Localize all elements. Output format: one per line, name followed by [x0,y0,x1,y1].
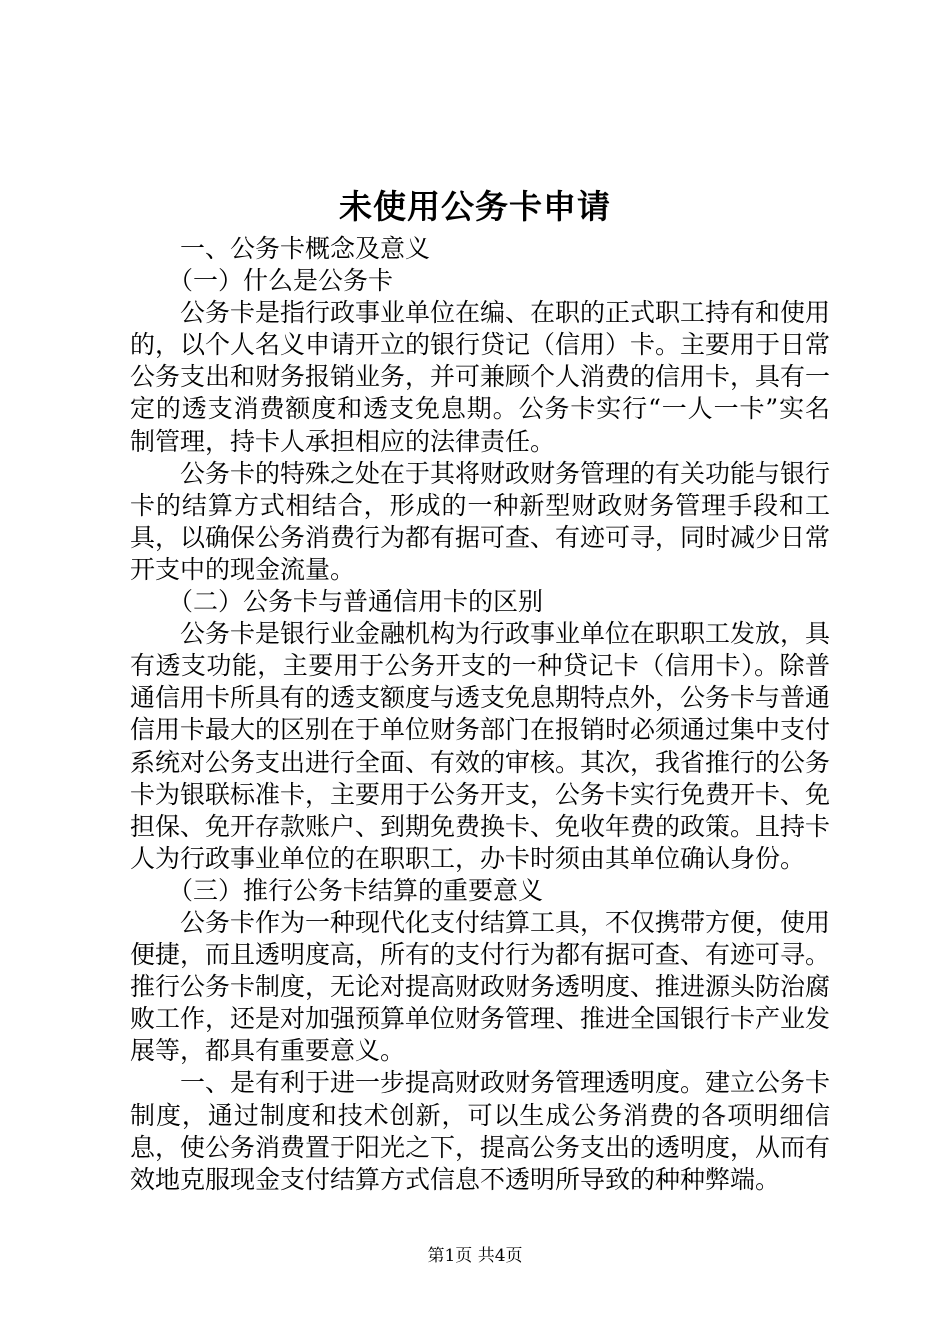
subsection-heading: （二）公务卡与普通信用卡的区别 [168,587,544,617]
body-paragraph: 一、是有利于进一步提高财政财务管理透明度。建立公务卡制度，通过制度和技术创新，可以生成公务消费的各项明细信息，使公务消费置于阳光之下，提高公务支出的透明度，从而有效地克服现金支付结算方式信息不透明所导致的种种弊端。 [130,1068,831,1194]
body-paragraph: 公务卡是银行业金融机构为行政事业单位在职职工发放，具有透支功能，主要用于公务开支的一种贷记卡（信用卡）。除普通信用卡所具有的透支额度与透支免息期特点外，公务卡与普通信用卡最大的区别在于单位财务部门在报销时必须通过集中支付系统对公务支出进行全面、有效的审核。其次，我省推行的公务卡为银联标准卡，主要用于公务开支，公务卡实行免费开卡、免担保、免开存款账户、到期免费换卡、免收年费的政策。且持卡人为行政事业单位的在职职工，办卡时须由其单位确认身份。 [130,619,831,873]
body-paragraph: 公务卡是指行政事业单位在编、在职的正式职工持有和使用的，以个人名义申请开立的银行贷记（信用）卡。主要用于日常公务支出和财务报销业务，并可兼顾个人消费的信用卡，具有一定的透支消费额度和透支免息期。公务卡实行“一人一卡”实名制管理，持卡人承担相应的法律责任。 [130,298,831,456]
document-body [130,233,830,1196]
page-footer: 第1页 共4页 [427,1246,523,1266]
body-paragraph: 公务卡的特殊之处在于其将财政财务管理的有关功能与银行卡的结算方式相结合，形成的一种新型财政财务管理手段和工具，以确保公务消费行为都有据可查、有迹可寻，同时减少日常开支中的现金流量。 [130,458,831,584]
document-title: 未使用公务卡申请 [339,187,611,226]
body-paragraph: 公务卡作为一种现代化支付结算工具，不仅携带方便，使用便捷，而且透明度高，所有的支付行为都有据可查、有迹可寻。推行公务卡制度，无论对提高财政财务透明度、推进源头防治腐败工作，还是对加强预算单位财务管理、推进全国银行卡产业发展等，都具有重要意义。 [130,907,831,1066]
subsection-heading: （一）什么是公务卡 [168,266,394,296]
subsection-heading: （三）推行公务卡结算的重要意义 [168,875,544,905]
section-heading: 一、公务卡概念及意义 [180,234,431,263]
